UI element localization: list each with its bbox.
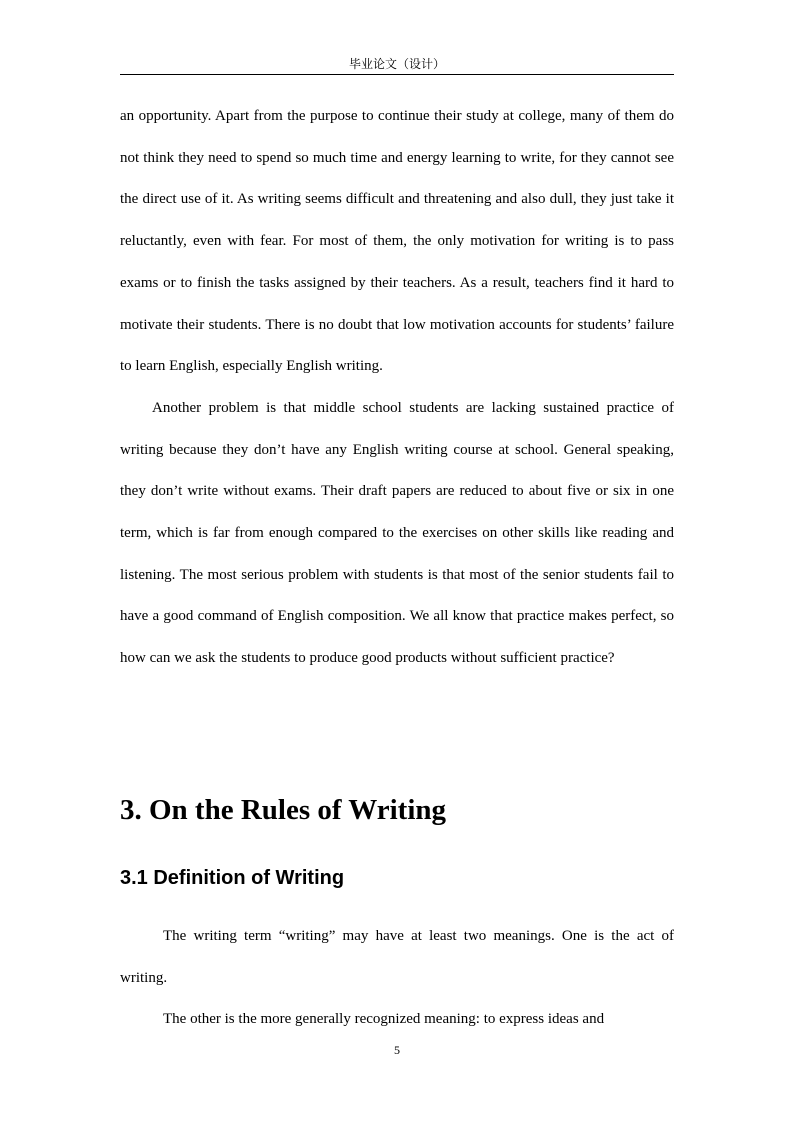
section-heading: 3. On the Rules of Writing [120, 794, 447, 826]
body-paragraph: Another problem is that middle school students are lacking sustained practice of writing because they don’t have any English writing course at school. General speaking, they don’t write without exams. Their draft papers are reduced to about five or six in one term, which is far from enough compared to the exercises on other skills like reading and listening. The most serious problem with students is that most of the senior students fail to have a good command of English composition. We all know that practice makes perfect, so how can we ask the students to produce good products without sufficient practice? [120, 399, 674, 667]
body-paragraph: The writing term “writing” may have at least two meanings. One is the act of writing. [120, 928, 674, 986]
body-paragraph: an opportunity. Apart from the purpose to continue their study at college, many of them do not think they need to spend so much time and energy learning to write, for they cannot see the direct use of it. As writing seems difficult and threatening and also dull, they just take it reluctantly, even with fear. For most of them, the only motivation for writing is to pass exams or to finish the tasks assigned by their teachers. As a result, teachers find it hard to motivate their students. There is no doubt that low motivation accounts for students’ failure to learn English, especially English writing. [120, 108, 674, 375]
subsection-body [120, 916, 674, 1041]
page-body [120, 96, 674, 1028]
body-paragraph: The other is the more generally recognized meaning: to express ideas and [163, 1011, 605, 1028]
running-header: 毕业论文（设计） [348, 57, 445, 71]
header-rule [120, 74, 674, 75]
subsection-heading: 3.1 Definition of Writing [120, 867, 345, 889]
page-number: 5 [394, 1043, 400, 1057]
